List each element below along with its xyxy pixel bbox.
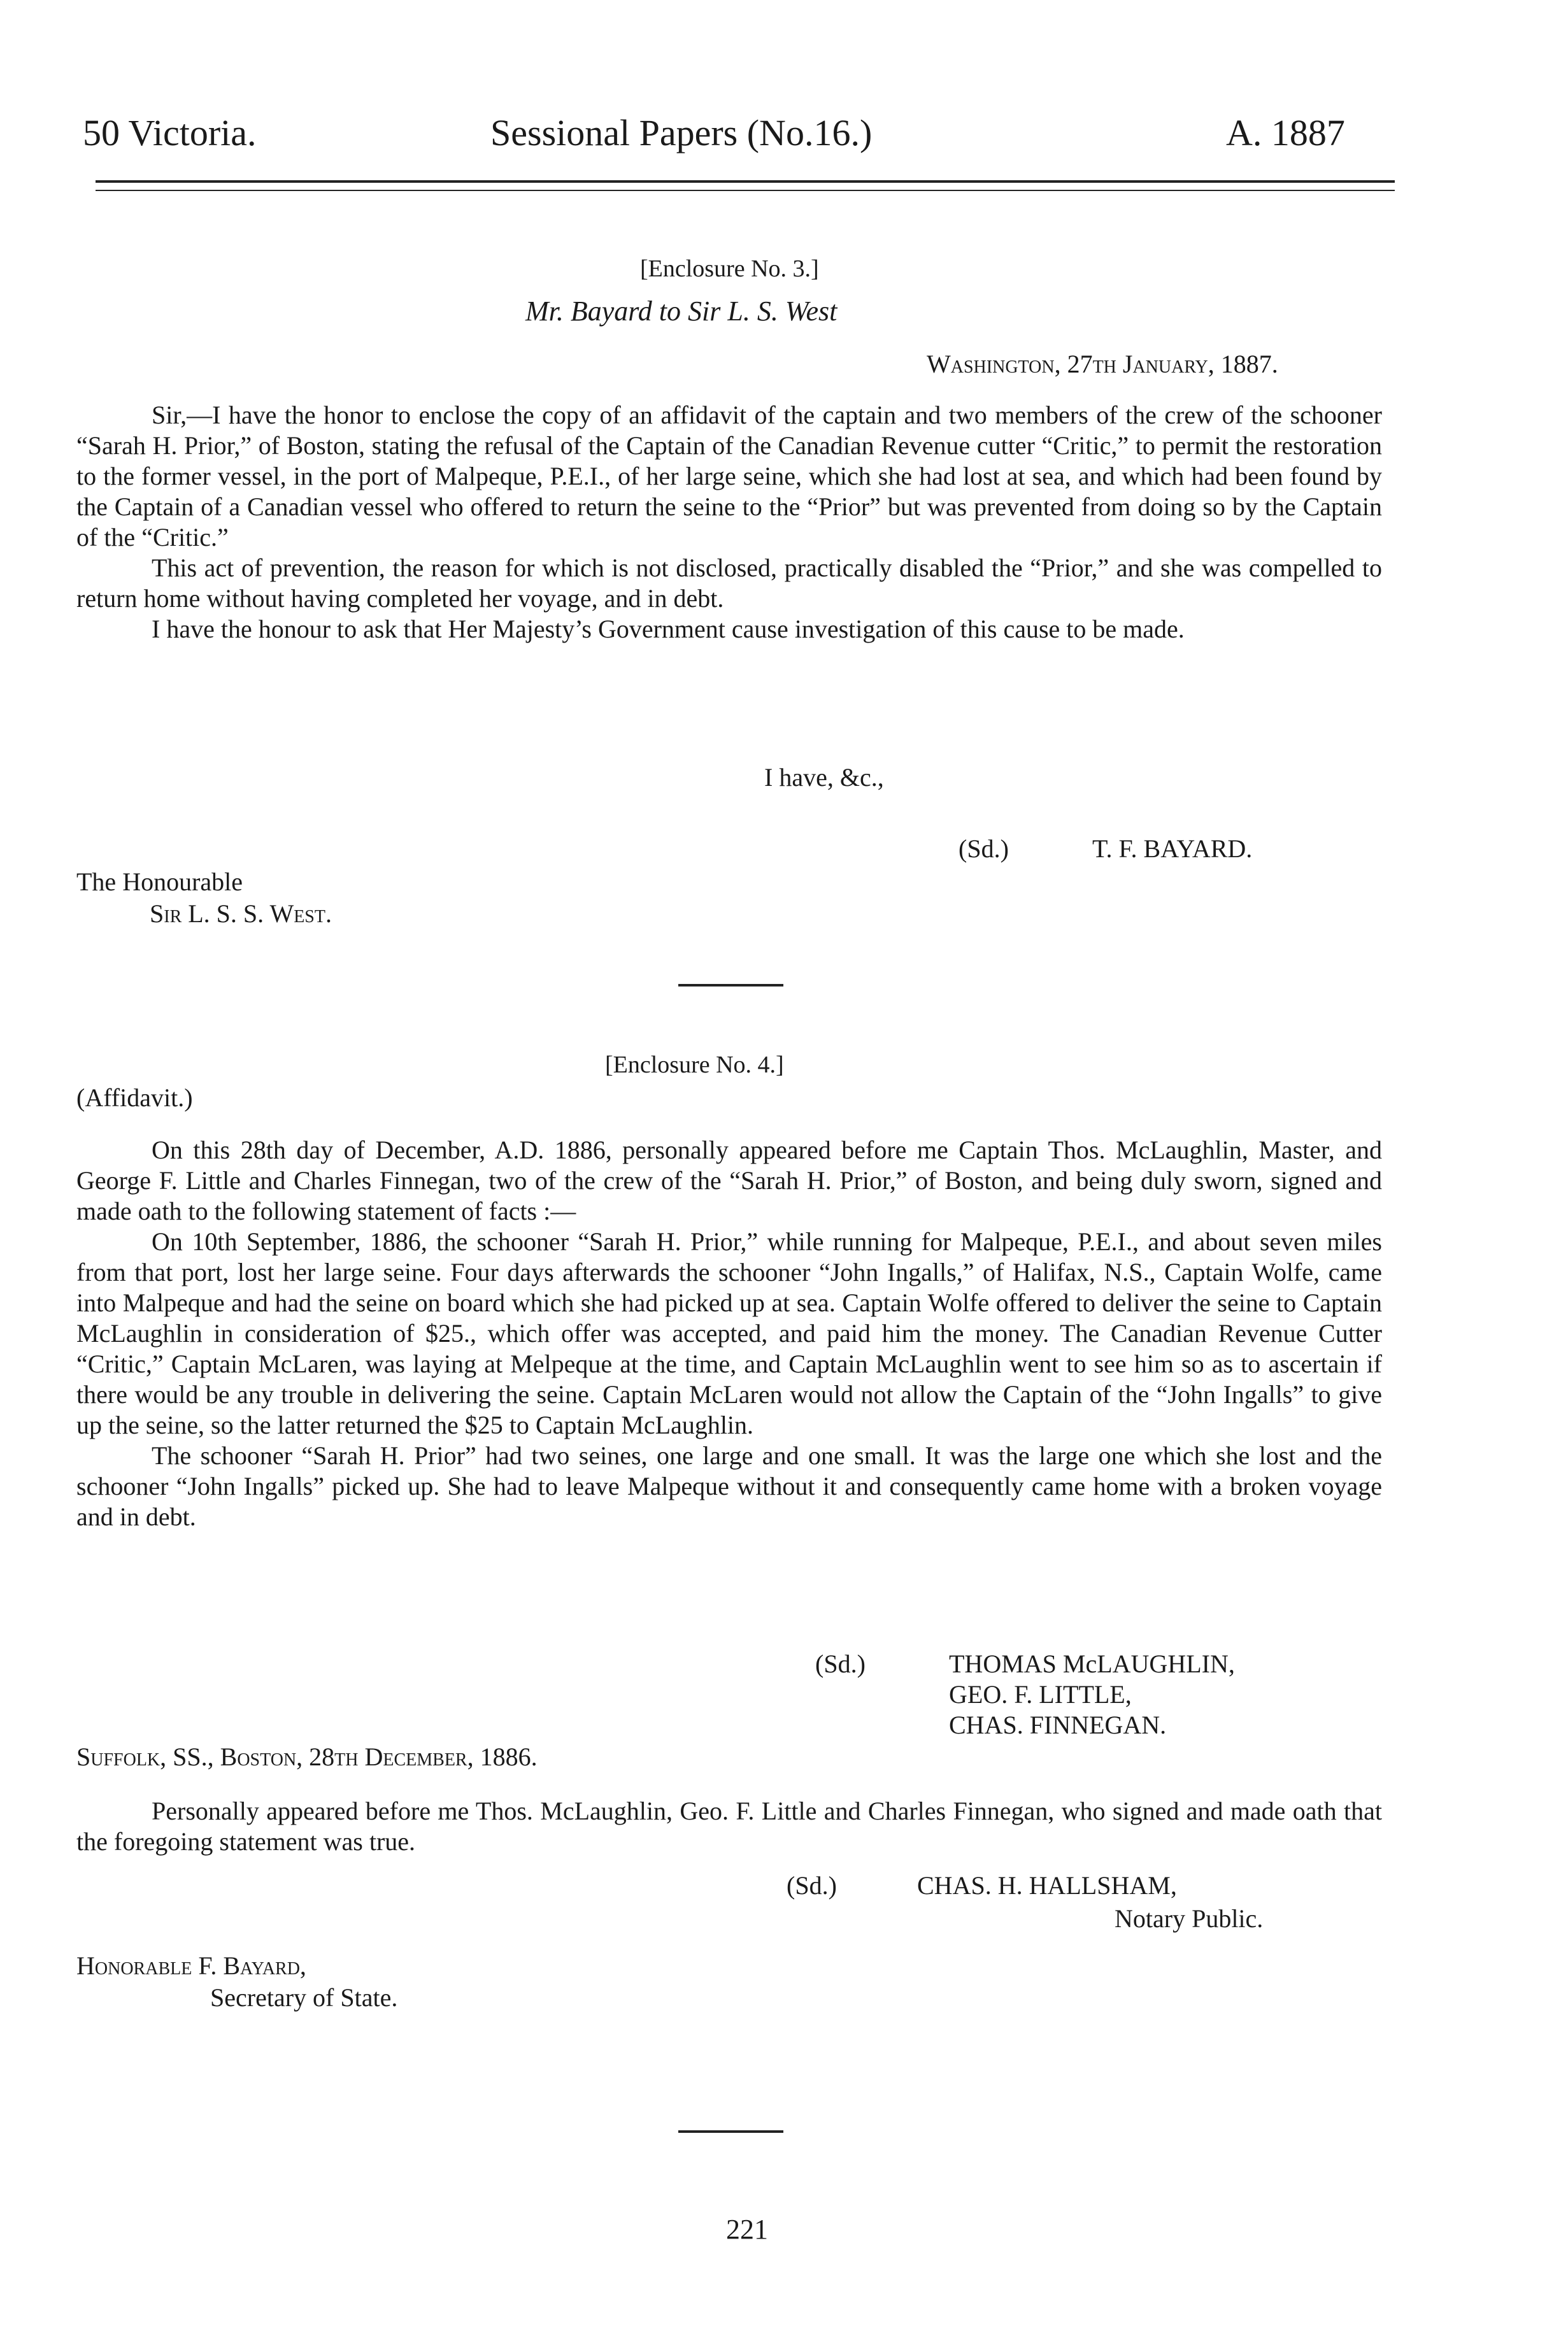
affidavit-paragraph: The schooner “Sarah H. Prior” had two seines, one large and one small. It was the large one which she lost and the schooner “John Ingalls” picked up. She had to leave Malpeque without it and consequently came home with a broken voyage and in debt. — [76, 1441, 1382, 1531]
header-rule-thin — [96, 190, 1395, 191]
letter-paragraph: This act of prevention, the reason for which is not disclosed, practically disabled the “Prior,” and she was compelled to return home without having completed her voyage, and in debt. — [76, 553, 1382, 613]
affidavit-paragraph: On this 28th day of December, A.D. 1886, personally appeared before me Captain Thos. McLaughlin, Master, and George F. Little and Charles Finnegan, two of the crew of the “Sarah H. Prior,” of Boston, and being duly sworn, signed and made oath to the following statement of facts :— — [76, 1136, 1382, 1225]
jurat-paragraph: Personally appeared before me Thos. McLaughlin, Geo. F. Little and Charles Finnegan, who signed and made oath that the foregoing statement was true. — [76, 1797, 1382, 1856]
jurat-venue: Suffolk, SS., Boston, 28th December, 1886. — [76, 1742, 538, 1771]
letter-addressee-name: Sir L. S. S. West. — [150, 899, 332, 928]
header-sessional-papers: Sessional Papers (No.16.) — [490, 112, 873, 153]
letter-sd-mark: (Sd.) — [959, 834, 1009, 863]
enclosure-3-letter-body — [76, 400, 1382, 645]
affidavit-signer: GEO. F. LITTLE, — [949, 1680, 1132, 1709]
letter-closing: I have, &c., — [764, 763, 884, 792]
letter-addressee-title: The Honourable — [76, 867, 243, 896]
notary-name: CHAS. H. HALLSHAM, — [917, 1871, 1177, 1900]
jurat-body — [76, 1796, 1382, 1857]
affidavit-signer: THOMAS McLAUGHLIN, — [949, 1649, 1235, 1678]
affidavit-sd-mark: (Sd.) — [815, 1649, 866, 1678]
letter-paragraph: I have the honour to ask that Her Majesty’s Government cause investigation of this cause to be made. — [152, 615, 1185, 643]
header-year: A. 1887 — [1226, 112, 1345, 153]
letter-paragraph: Sir,—I have the honor to enclose the copy of an affidavit of the captain and two members of the crew of the schooner “Sarah H. Prior,” of Boston, stating the refusal of the Captain of the Canadian Revenue cutter “Critic,” to permit the restoration to the former vessel, in the port of Malpeque, P.E.I., of her large seine, which she had lost at sea, and which had been found by the Captain of a Canadian vessel who offered to return the seine to the “Prior” but was prevented from doing so by the Captain of the “Critic.” — [76, 401, 1382, 552]
page-number: 221 — [726, 2214, 768, 2245]
header-session: 50 Victoria. — [83, 112, 257, 153]
enclosure-3-label: [Enclosure No. 3.] — [640, 255, 819, 282]
notary-sd-mark: (Sd.) — [787, 1871, 837, 1900]
section-divider — [678, 2130, 783, 2133]
affidavit-heading: (Affidavit.) — [76, 1083, 193, 1112]
enclosure-4-label: [Enclosure No. 4.] — [605, 1051, 784, 1078]
affidavit-addressee-name: Honorable F. Bayard, — [76, 1951, 306, 1980]
header-rule-thick — [96, 180, 1395, 183]
affidavit-signer: CHAS. FINNEGAN. — [949, 1711, 1167, 1739]
enclosure-3-title: Mr. Bayard to Sir L. S. West — [525, 296, 837, 327]
affidavit-body — [76, 1135, 1382, 1532]
section-divider — [678, 984, 783, 986]
notary-title: Notary Public. — [1115, 1904, 1264, 1933]
affidavit-paragraph: On 10th September, 1886, the schooner “Sarah H. Prior,” while running for Malpeque, P.E.I., and about seven miles from that port, lost her large seine. Four days afterwards the schooner “John Ingalls,” of Halifax, N.S., Captain Wolfe, came into Malpeque and had the seine on board which she had picked up at sea. Captain Wolfe offered to deliver the seine to Captain McLaughlin in consideration of $25., which offer was accepted, and paid him the money. The Canadian Revenue Cutter “Critic,” Captain McLaren, was laying at Melpeque at the time, and Captain McLaughlin went to see him so as to ascertain if there would be any trouble in delivering the seine. Captain McLaren would not allow the Captain of the “John Ingalls” to give up the seine, so the latter returned the $25 to Captain McLaughlin. — [76, 1227, 1382, 1439]
enclosure-3-dateline: Washington, 27th January, 1887. — [927, 350, 1278, 378]
letter-signature: T. F. BAYARD. — [1092, 834, 1253, 863]
affidavit-addressee-title: Secretary of State. — [210, 1983, 398, 2012]
